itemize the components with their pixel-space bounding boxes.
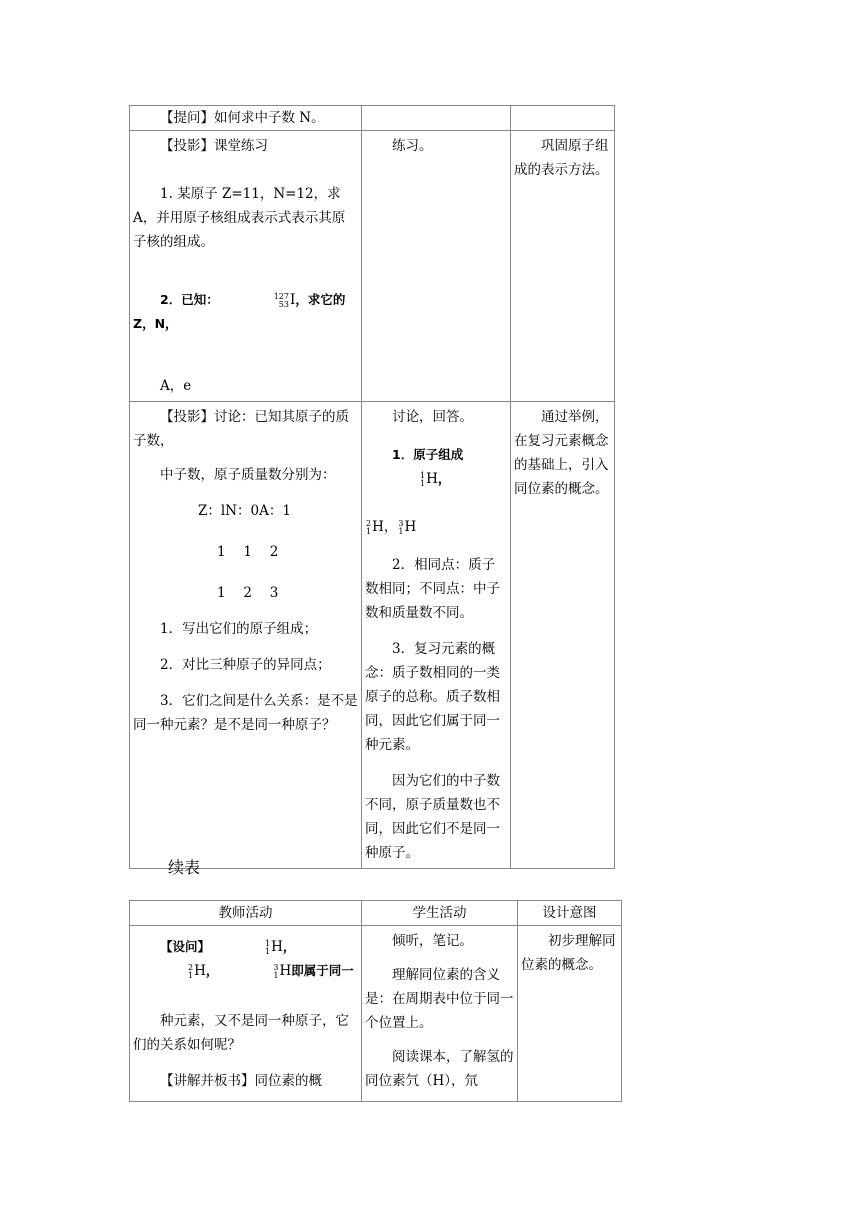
teacher-explanation: 【讲解并板书】同位素的概 [160,1073,322,1089]
exercise-1: 1. 某原子 Z=11，N=12，求 A，并用原子核组成表示式表示其原子核的组成。 [133,186,346,250]
student-cell [362,402,511,869]
hydrogen-3-nuclide: 3 1 H [273,962,292,980]
continued-label: 续表 [168,858,201,877]
answer-4: 因为它们的中子数不同，原子质量数也不同，因此它们不是同一种原子。 [365,773,500,861]
hydrogen-2-nuclide: 2 1 H [188,962,206,980]
hydrogen-1-nuclide: 1 1 H [420,470,438,488]
exercise-2: 2．已知： 127 53 I，求它的Z，N， [133,288,358,336]
answer-1: 1．原子组成 1 1 H， [365,443,507,491]
student-cell [362,131,511,402]
discussion-intro: 【投影】讨论：已知其原子的质子数， [133,409,349,449]
student-activity: 倾听，笔记。 [392,933,473,949]
data-row: 1 1 2 [217,544,279,560]
student-cell [362,926,518,1102]
teacher-cell [130,926,362,1102]
data-header: Z：lN：0A：1 [198,503,291,519]
hydrogen-2-nuclide: 2 1 H [366,518,384,536]
intent-cell [511,131,615,402]
column-header: 学生活动 [362,901,518,926]
intent-cell [518,926,622,1102]
discussion-line: 中子数，原子质量数分别为： [160,467,336,483]
hydrogen-3-nuclide: 3 1 H [398,518,417,536]
design-intent: 巩固原子组成的表示方法。 [514,138,609,178]
discussion-question-3: 3．它们之间是什么关系：是不是同一种元素？是不是同一种原子？ [133,693,358,733]
student-activity: 练习。 [392,138,433,154]
lesson-table [129,105,615,869]
data-row: 1 2 3 [217,585,279,601]
answer-1-cont: 2 1 H， 3 1 H [365,515,507,539]
discussion-question-2: 2．对比三种原子的异同点； [160,657,331,673]
design-intent: 初步理解同位素的概念。 [521,933,616,973]
student-activity: 阅读课本，了解氢的同位素氕（H），氘 [365,1049,514,1089]
table-row [130,402,615,869]
intent-cell [511,106,615,131]
answer-2: 2．相同点：质子数相同；不同点：中子数和质量数不同。 [365,557,500,621]
student-cell [362,106,511,131]
answer-3: 3．复习元素的概念：质子数相同的一类原子的总称。质子数相同，因此它们属于同一种元素。 [365,641,500,753]
discussion-question-1: 1．写出它们的原子组成； [160,621,318,637]
exercise-2-tail: A，e [160,378,192,394]
student-activity: 理解同位素的含义是：在周期表中位于同一个位置上。 [365,967,514,1031]
teacher-cell [130,402,362,869]
teacher-question-cont: 种元素，又不是同一种原子，它们的关系如何呢？ [133,1013,349,1053]
table-row [130,131,615,402]
continued-table [129,900,622,1102]
teacher-cell [130,131,362,402]
teacher-title: 【投影】课堂练习 [160,138,268,154]
intent-cell [511,402,615,869]
hydrogen-1-nuclide: 1 1 H [265,938,283,956]
header-row [130,901,622,926]
table-row [130,926,622,1102]
teacher-cell [130,106,362,131]
design-intent: 通过举例，在复习元素概念的基础上，引入同位素的概念。 [514,409,609,497]
table-row [130,106,615,131]
column-header: 教师活动 [130,901,362,926]
teacher-question: 【提问】如何求中子数 N。 [160,110,325,126]
teacher-question: 【设问】 1 1 H， 2 1 H， 3 1 H即属于同一 [133,935,358,983]
student-activity: 讨论，回答。 [392,409,473,425]
iodine-nuclide: 127 53 I [273,291,296,309]
column-header: 设计意图 [518,901,622,926]
